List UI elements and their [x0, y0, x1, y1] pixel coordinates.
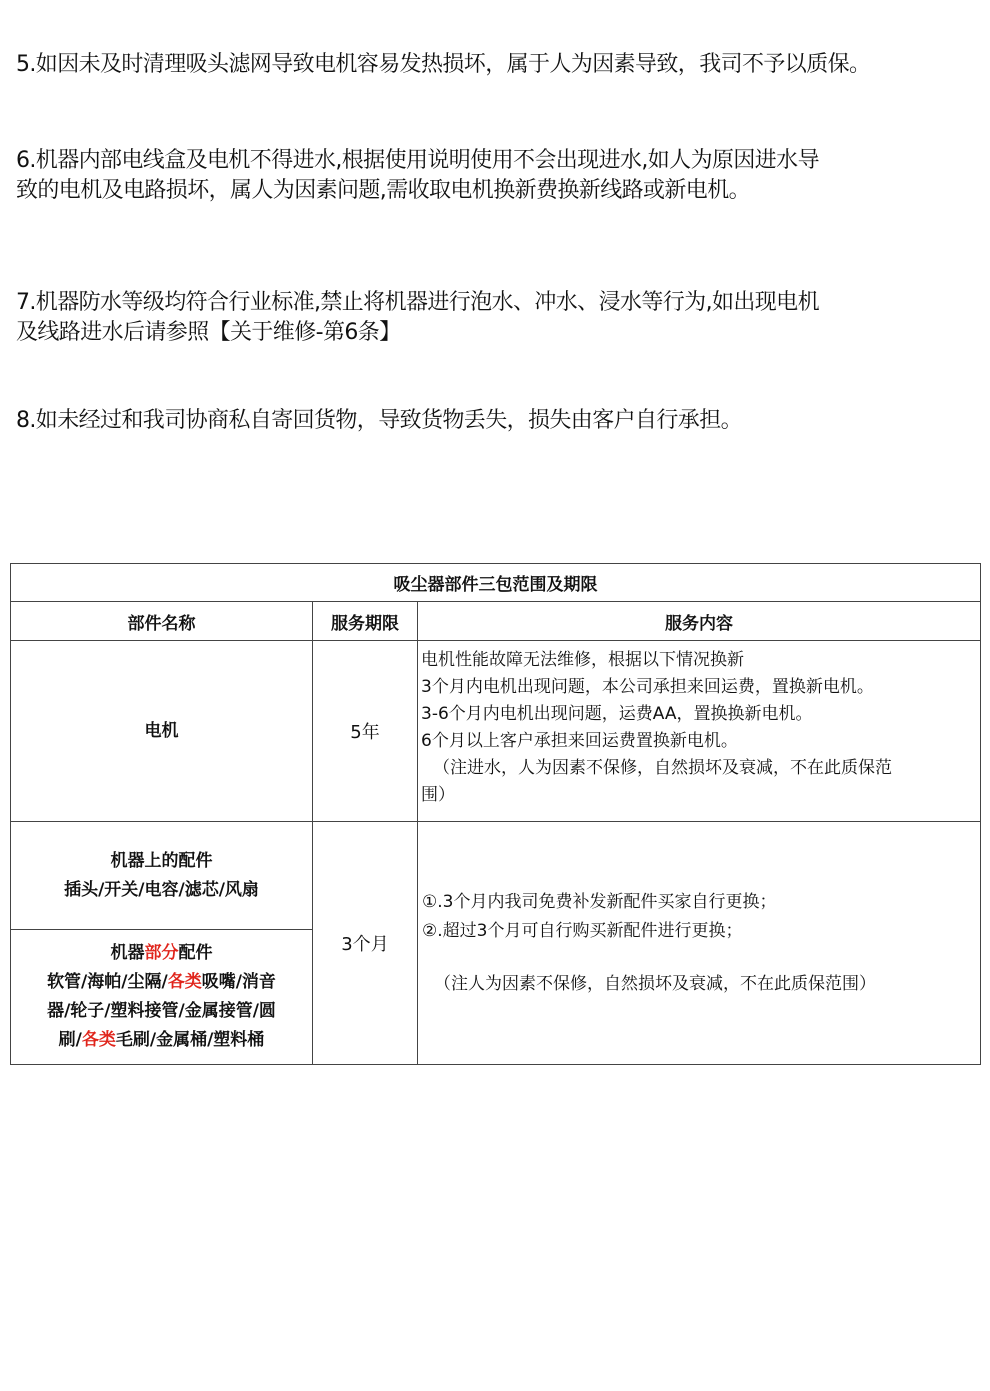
accessory-group-2-line-1-highlight: 各类 [167, 972, 202, 992]
clause-6-line-1: 6.机器内部电线盒及电机不得进水,根据使用说明使用不会出现进水,如人为原因进水导 [16, 148, 819, 173]
clause-6-line-2: 致的电机及电路损坏，属人为因素问题,需收取电机换新费换新线路或新电机。 [16, 178, 750, 203]
accessories-service-content [418, 822, 981, 1065]
accessories-content-line-1: ①.3个月内我司免费补发新配件买家自行更换； [422, 891, 777, 912]
accessory-group-2-title-b: 配件 [178, 943, 213, 963]
clause-8: 8.如未经过和我司协商私自寄回货物，导致货物丢失，损失由客户自行承担。 [16, 408, 742, 433]
accessory-group-1-title: 机器上的配件 [110, 850, 213, 871]
clause-7 [16, 288, 956, 348]
accessory-group-2-line-1-b: 吸嘴/消音 [201, 972, 276, 992]
accessory-group-2-line-1-a: 软管/海帕/尘隔/ [47, 972, 168, 992]
header-service-content: 服务内容 [418, 602, 981, 641]
accessories-note: （注人为因素不保修，自然损坏及衰减，不在此质保范围） [434, 973, 876, 994]
motor-service-content [418, 641, 981, 822]
motor-content-line-3: 3-6个月内电机出现问题，运费AA，置换换新电机。 [421, 704, 813, 724]
motor-content-line-2: 3个月内电机出现问题，本公司承担来回运费，置换新电机。 [421, 677, 874, 697]
warranty-table [10, 563, 981, 1065]
clause-7-line-2: 及线路进水后请参照【关于维修-第6条】 [16, 320, 401, 345]
motor-content-line-1: 电机性能故障无法维修，根据以下情况换新 [421, 650, 744, 670]
motor-note-line-2: 围） [421, 785, 455, 805]
accessories-content-line-2: ②.超过3个月可自行购买新配件进行更换； [422, 920, 743, 941]
clause-6 [16, 146, 956, 206]
accessory-group-2-line-3-highlight: 各类 [81, 1030, 116, 1050]
accessory-group-2-line-2: 器/轮子/塑料接管/金属接管/圆 [47, 1001, 276, 1021]
accessories-period: 3个月 [313, 822, 418, 1065]
accessory-group-2-line-3-a: 刷/ [58, 1030, 82, 1050]
motor-part-name: 电机 [11, 641, 313, 822]
accessory-group-1 [11, 822, 313, 930]
accessory-group-2-line-3 [11, 1026, 312, 1055]
header-part-name: 部件名称 [11, 602, 313, 641]
motor-content-line-4: 6个月以上客户承担来回运费置换新电机。 [421, 731, 738, 751]
accessory-group-2 [11, 930, 313, 1065]
motor-period: 5年 [313, 641, 418, 822]
accessory-group-2-line-1 [11, 968, 312, 997]
accessory-group-2-title-highlight: 部分 [144, 943, 179, 963]
accessory-group-2-title-a: 机器 [110, 943, 145, 963]
table-row-accessories-1 [11, 822, 981, 930]
table-header-row [11, 602, 981, 641]
table-title-row [11, 564, 981, 602]
accessories-content-gap [422, 946, 976, 970]
header-service-period: 服务期限 [313, 602, 418, 641]
accessory-group-2-line-3-b: 毛刷/金属桶/塑料桶 [115, 1030, 265, 1050]
accessory-group-2-title [11, 939, 312, 968]
table-title: 吸尘器部件三包范围及期限 [11, 564, 981, 602]
motor-note-line-1: （注进水，人为因素不保修，自然损坏及衰减，不在此质保范 [433, 758, 892, 778]
accessory-group-1-items: 插头/开关/电容/滤芯/风扇 [64, 879, 259, 900]
clause-7-line-1: 7.机器防水等级均符合行业标准,禁止将机器进行泡水、冲水、浸水等行为,如出现电机 [16, 290, 819, 315]
table-row-motor [11, 641, 981, 822]
clause-5: 5.如因未及时清理吸头滤网导致电机容易发热损坏，属于人为因素导致，我司不予以质保。 [16, 52, 871, 77]
